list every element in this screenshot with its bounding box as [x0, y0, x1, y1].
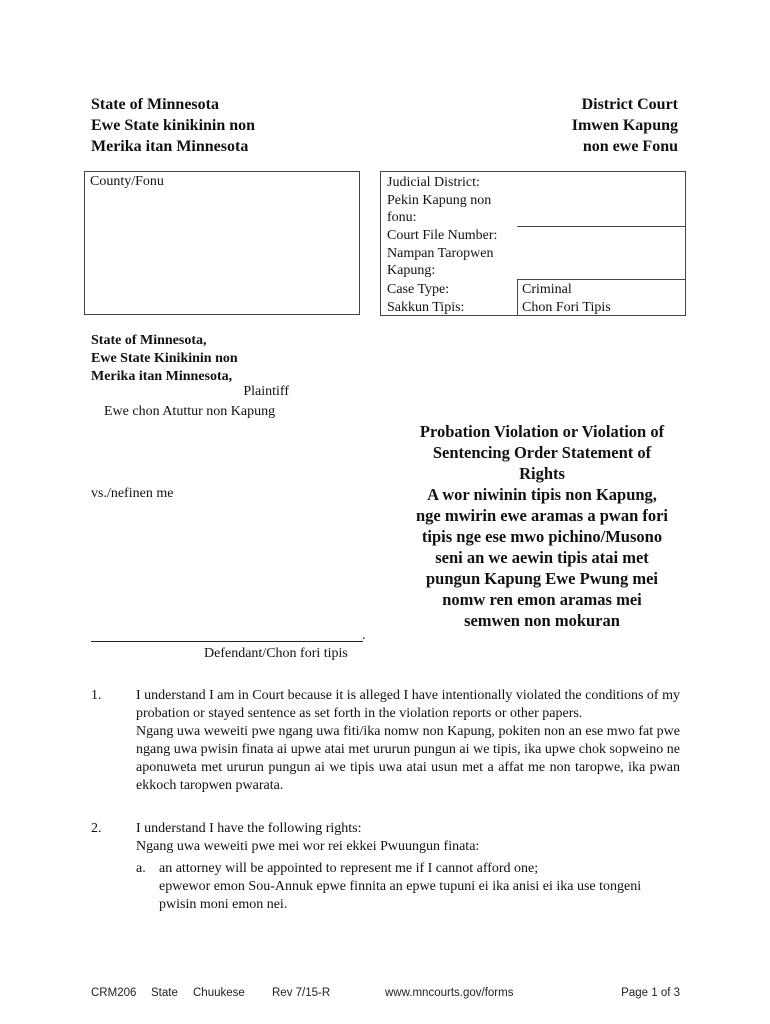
subitem-a-english: an attorney will be appointed to represent me if I cannot afford one; — [159, 861, 539, 876]
subitem-a-text — [159, 860, 681, 914]
footer-form-code: CRM206 — [91, 987, 137, 999]
header-court-translation-2: non ewe Fonu — [582, 138, 678, 155]
header-court-translation-1: Imwen Kapung — [571, 117, 678, 134]
case-type-value-2: Chon Fori Tipis — [522, 299, 611, 315]
item-2-text — [136, 820, 680, 856]
court-file-label-1: Court File Number: — [387, 228, 498, 243]
court-file-label — [387, 227, 497, 280]
versus-label: vs./nefinen me — [91, 486, 174, 501]
case-type-value — [522, 281, 611, 316]
header-state-translation-2: Merika itan Minnesota — [91, 138, 249, 155]
plaintiff-label: Plaintiff — [243, 384, 289, 399]
footer-revision: Rev 7/15-R — [272, 987, 331, 999]
case-type-value-1: Criminal — [522, 282, 572, 297]
case-type-divider — [517, 280, 518, 315]
plaintiff-label-translation: Ewe chon Atuttur non Kapung — [104, 404, 276, 419]
court-file-label-2: Nampan Taropwen — [387, 245, 494, 261]
case-info-box — [380, 171, 686, 316]
title-line: A wor niwinin tipis non Kapung, — [427, 485, 657, 504]
item-1-number: 1. — [91, 688, 102, 703]
document-title — [390, 421, 694, 631]
title-line: semwen non mokuran — [464, 611, 620, 630]
item-1-text — [136, 687, 680, 795]
header-left — [91, 94, 255, 157]
defendant-line-period: . — [362, 628, 366, 643]
judicial-district-label-1: Judicial District: — [387, 175, 480, 190]
court-file-label-3: Kapung: — [387, 263, 436, 278]
item-2-number: 2. — [91, 821, 102, 836]
title-line: nge mwirin ewe aramas a pwan fori — [415, 506, 669, 525]
defendant-name-field[interactable] — [91, 641, 363, 642]
plaintiff-block — [91, 332, 238, 386]
judicial-district-label-3: fonu: — [387, 210, 417, 225]
item-2-english: I understand I have the following rights: — [136, 821, 362, 836]
case-type-label-1: Case Type: — [387, 282, 450, 297]
case-type-label — [387, 281, 464, 316]
item-1-english: I understand I am in Court because it is alleged I have intentionally violated the conditions of my probation or stayed sentence as set forth in the violation reports or other papers. — [136, 688, 680, 721]
title-line: Rights — [519, 464, 565, 483]
judicial-district-label — [387, 174, 491, 227]
footer-url[interactable]: www.mncourts.gov/forms — [385, 987, 514, 999]
header-state: State of Minnesota — [91, 96, 219, 113]
plaintiff-name-1: State of Minnesota, — [91, 333, 207, 348]
plaintiff-name-2: Ewe State Kinikinin non — [91, 351, 238, 366]
title-line: Sentencing Order Statement of — [432, 443, 652, 462]
plaintiff-name-3: Merika itan Minnesota, — [91, 369, 233, 384]
judicial-district-field[interactable] — [517, 226, 685, 227]
county-label: County/Fonu — [90, 174, 164, 189]
item-2-translation: Ngang uwa weweiti pwe mei wor rei ekkei Pwuungun finata: — [136, 839, 480, 854]
court-file-field[interactable] — [517, 279, 685, 280]
title-line: Probation Violation or Violation of — [419, 422, 665, 441]
footer-page-number: Page 1 of 3 — [621, 987, 680, 999]
title-line: tipis nge ese mwo pichino/Musono — [421, 527, 663, 546]
title-line: nomw ren emon aramas mei — [442, 590, 642, 609]
defendant-label: Defendant/Chon fori tipis — [204, 646, 348, 661]
header-court: District Court — [581, 96, 678, 113]
case-type-label-2: Sakkun Tipis: — [387, 299, 465, 315]
footer-state: State — [151, 987, 178, 999]
county-box[interactable] — [84, 171, 360, 315]
title-line: seni an we aewin tipis atai met — [435, 548, 649, 567]
header-state-translation-1: Ewe State kinikinin non — [91, 117, 256, 134]
subitem-a-letter: a. — [136, 861, 146, 876]
footer-language: Chuukese — [193, 987, 245, 999]
judicial-district-label-2: Pekin Kapung non — [387, 192, 492, 208]
title-line: pungun Kapung Ewe Pwung mei — [426, 569, 658, 588]
header-right — [572, 94, 678, 157]
item-1-translation: Ngang uwa weweiti pwe ngang uwa fiti/ika nomw non Kapung, pokiten non an ese mwo fat pwe ngang uwa pwisin finata ai upwe atai met ururun pungun ai we tipis, ika upwe chok sopweino ne aponuweta met ururun pungun ai we tipis uwa atai usun met a affat me non taropwe, ika pwan ekkoch taropwen pwarata. — [136, 724, 680, 793]
subitem-a-translation: epwewor emon Sou-Annuk epwe finnita an epwe tupuni ei ika anisi ei ika use tongeni pwisin moni emon nei. — [159, 879, 642, 912]
